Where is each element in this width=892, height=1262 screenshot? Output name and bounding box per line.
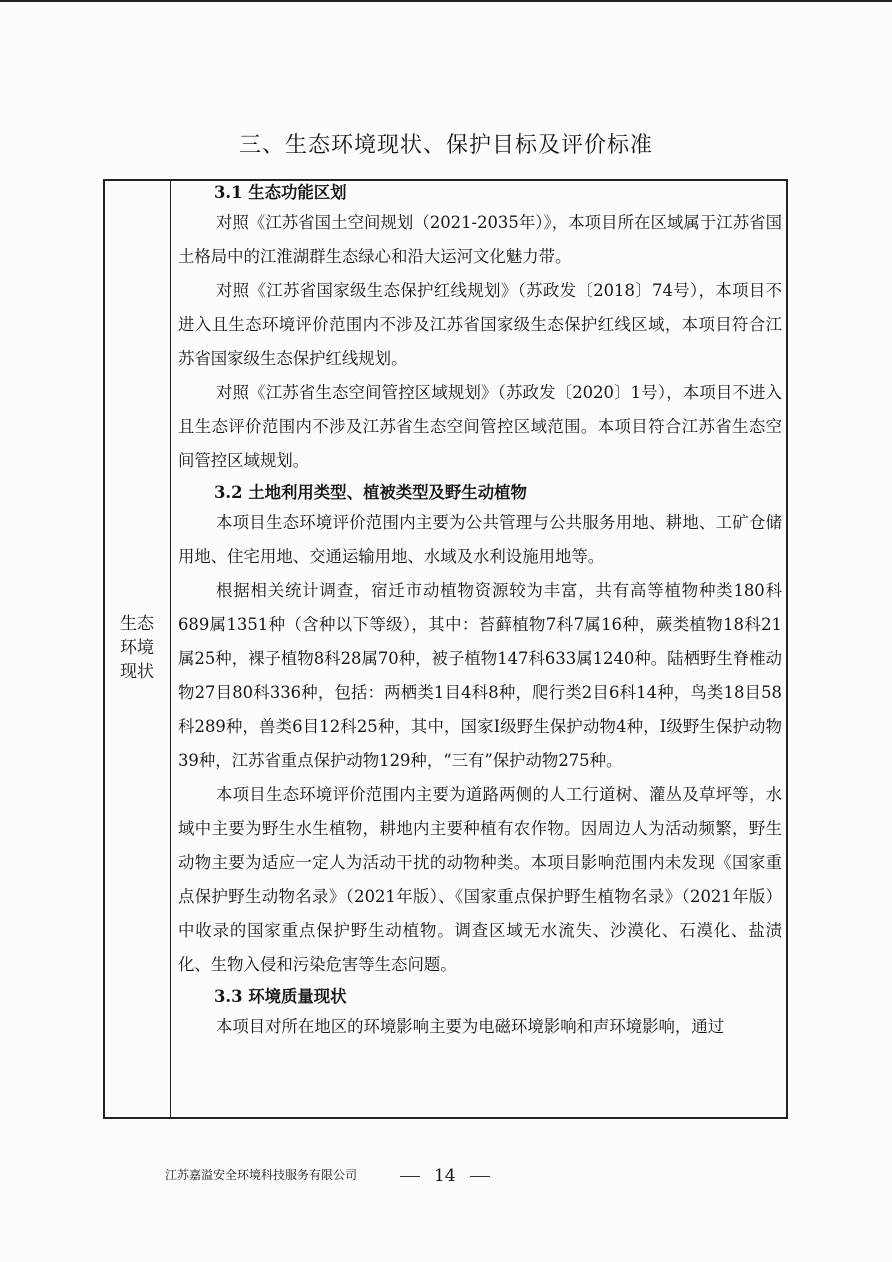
page-number-dash — [470, 1176, 490, 1177]
column-divider — [170, 181, 171, 1117]
paragraph: 根据相关统计调查，宿迁市动植物资源较为丰富，共有高等植物种类180科689属1351种（含种以下等级），其中：苔藓植物7科7属16种，蕨类植物18科21属25种，裸子植物8科28属70种，被子植物147科633属1240种。陆栖野生脊椎动物27目80科336种，包括：两栖类1目4科8种，爬行类2目6科14种，鸟类18目58科289种，兽类6目12科25种，其中，国家I级野生保护动物4种，I级野生保护动物39种，江苏省重点保护动物129种，“三有”保护动物275种。 — [178, 581, 782, 770]
paragraph: 对照《江苏省国土空间规划（2021-2035年）》，本项目所在区域属于江苏省国土格局中的江淮湖群生态绿心和沿大运河文化魅力带。 — [178, 213, 782, 266]
page-title: 三、生态环境现状、保护目标及评价标准 — [238, 133, 653, 158]
paragraph: 对照《江苏省国家级生态保护红线规划》（苏政发〔2018〕74号），本项目不进入且生态环境评价范围内不涉及江苏省国家级生态保护红线区域，本项目符合江苏省国家级生态保护红线规划。 — [178, 281, 782, 368]
row-label-line: 现状 — [120, 662, 154, 682]
row-label-line: 环境 — [120, 638, 154, 658]
page-number-dash — [400, 1176, 420, 1177]
page-number — [400, 1166, 490, 1186]
section-heading: 3.3 环境质量现状 — [214, 987, 347, 1006]
page-number-value: 14 — [434, 1166, 456, 1186]
section-heading: 3.1 生态功能区划 — [214, 183, 347, 202]
page-top-rule — [0, 0, 892, 2]
paragraph: 本项目生态环境评价范围内主要为公共管理与公共服务用地、耕地、工矿仓储用地、住宅用地、交通运输用地、水域及水利设施用地等。 — [178, 513, 782, 566]
paragraph: 本项目生态环境评价范围内主要为道路两侧的人工行道树、灌丛及草坪等，水域中主要为野生水生植物，耕地内主要种植有农作物。因周边人为活动频繁，野生动物主要为适应一定人为活动干扰的动物种类。本项目影响范围内未发现《国家重点保护野生动物名录》（2021年版）、《国家重点保护野生植物名录》（2021年版）中收录的国家重点保护野生动植物。调查区域无水流失、沙漠化、石漠化、盐渍化、生物入侵和污染危害等生态问题。 — [178, 785, 782, 974]
row-label-line: 生态 — [120, 614, 154, 634]
table-body-cell — [178, 180, 782, 1044]
row-label — [112, 612, 162, 684]
paragraph: 对照《江苏省生态空间管控区域规划》（苏政发〔2020〕1号），本项目不进入且生态评价范围内不涉及江苏省生态空间管控区域范围。本项目符合江苏省生态空间管控区域规划。 — [178, 383, 782, 470]
paragraph: 本项目对所在地区的环境影响主要为电磁环境影响和声环境影响，通过 — [216, 1017, 725, 1036]
footer-company: 江苏嘉溢安全环境科技服务有限公司 — [165, 1168, 358, 1182]
section-heading: 3.2 土地利用类型、植被类型及野生动植物 — [214, 483, 527, 502]
